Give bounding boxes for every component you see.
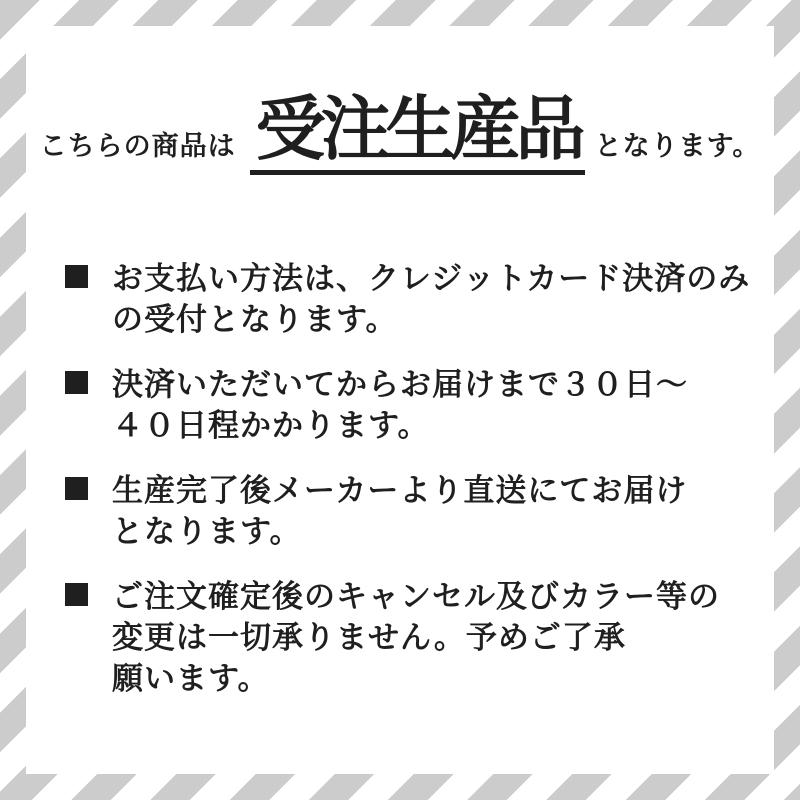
notice-header xyxy=(26,92,774,175)
square-bullet-icon xyxy=(65,371,88,394)
header-highlight: 受注生産品 xyxy=(250,92,585,175)
bullet-line: お支払い方法は、クレジットカード決済のみ xyxy=(112,261,751,296)
list-item xyxy=(65,470,746,552)
list-item xyxy=(65,364,746,446)
bullet-line: 変更は一切承りません。予めご了承 xyxy=(112,620,626,655)
list-item-text xyxy=(112,470,687,552)
bullet-line: となります。 xyxy=(112,514,302,549)
bullet-line: 願います。 xyxy=(112,661,270,696)
bullet-line: ４０日程かかります。 xyxy=(112,408,430,443)
bullet-line: の受付となります。 xyxy=(112,302,398,337)
header-prefix: こちらの商品は xyxy=(39,131,236,161)
notice-list xyxy=(65,258,751,723)
bullet-line: 生産完了後メーカーより直送にてお届け xyxy=(112,473,688,508)
square-bullet-icon xyxy=(65,265,88,288)
list-item-text xyxy=(112,258,750,340)
notice-panel xyxy=(26,26,774,774)
list-item-text xyxy=(112,576,720,699)
square-bullet-icon xyxy=(65,583,88,606)
list-item-text xyxy=(112,364,688,446)
header-suffix: となります。 xyxy=(594,131,761,161)
list-item xyxy=(65,576,746,699)
bullet-line: 決済いただいてからお届けまで３０日〜 xyxy=(112,367,688,402)
list-item xyxy=(65,258,751,340)
square-bullet-icon xyxy=(65,477,88,500)
bullet-line: ご注文確定後のキャンセル及びカラー等の xyxy=(112,579,720,614)
